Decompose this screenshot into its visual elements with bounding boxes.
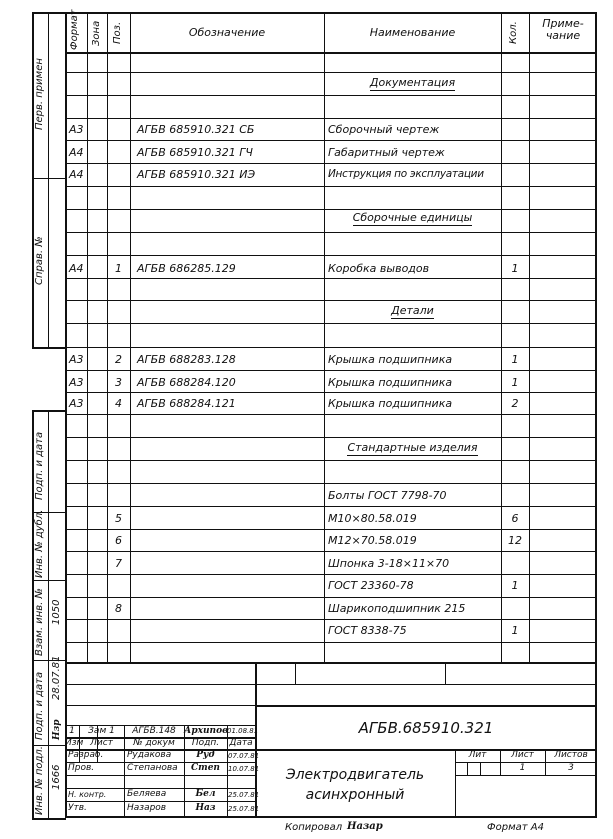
row-pos: 4 (115, 397, 122, 410)
row-name: Сборочный чертеж (328, 123, 440, 136)
listov-label: Листов (554, 750, 588, 760)
row-qty: 1 (511, 376, 519, 389)
row-name: Болты ГОСТ 7798-70 (328, 489, 447, 502)
header-zone: Зона (91, 20, 102, 46)
change-doc: АГБВ.148 (132, 726, 176, 736)
row-designation: АГБВ 685910.321 ГЧ (137, 146, 253, 159)
side-label-inv-podl: Инв. № подл. (34, 746, 45, 815)
col-header-izm: Изм (65, 738, 84, 748)
section-standard: Стандартные изделия (347, 441, 478, 454)
row-name: М12×70.58.019 (328, 534, 417, 547)
row-format: А3 (69, 397, 84, 410)
format-label: Формат А4 (487, 822, 544, 833)
row-qty: 1 (511, 353, 519, 366)
row-pos: 8 (115, 602, 122, 615)
row-qty: 1 (511, 624, 519, 637)
row-format: А3 (69, 353, 84, 366)
side-label-vzam-inv: Взам. инв. № (34, 588, 45, 656)
row-name: ГОСТ 8338-75 (328, 624, 407, 637)
row-name: М10×80.58.019 (328, 512, 417, 525)
sign-date: 10.07.81 (228, 765, 260, 773)
col-line-designation (324, 12, 325, 662)
change-date: 01.08.81 (227, 727, 259, 735)
row-name: Крышка подшипника (328, 397, 453, 410)
person-name: Назаров (127, 803, 167, 813)
sign-date: 25.07.81 (228, 805, 260, 813)
side-vzam-inv-value: 1050 (51, 599, 62, 625)
person-name: Рудакова (127, 750, 172, 760)
row-name: Крышка подшипника (328, 353, 453, 366)
person-name: Беляева (127, 789, 167, 799)
col-line-format (87, 12, 88, 662)
col-line-name (501, 12, 502, 662)
section-assemblies: Сборочные единицы (352, 211, 473, 224)
col-header-podp: Подп. (191, 738, 220, 748)
change-signature: Архипов (184, 726, 228, 736)
row-pos: 3 (115, 376, 122, 389)
role-label: Утв. (68, 803, 87, 813)
side-podp-date-value: 28.07.81 (51, 655, 62, 700)
row-pos: 1 (115, 262, 122, 275)
section-documentation: Документация (369, 76, 456, 89)
row-format: А4 (69, 146, 84, 159)
product-name-line2: асинхронный (305, 787, 405, 803)
col-line-pos (130, 12, 131, 662)
row-name: Коробка выводов (328, 262, 430, 275)
role-label: Пров. (68, 763, 95, 773)
col-header-doc: № докум (133, 738, 175, 748)
row-name: ГОСТ 23360-78 (328, 579, 414, 592)
row-qty: 1 (511, 262, 519, 275)
row-designation: АГБВ 688284.121 (137, 397, 236, 410)
row-qty: 6 (511, 512, 519, 525)
row-pos: 2 (115, 353, 122, 366)
col-line-qty (529, 12, 530, 662)
sign-date: 07.07.81 (228, 752, 260, 760)
header-designation: Обозначение (188, 26, 266, 39)
side-label-perv-primen: Перв. примен (34, 58, 45, 130)
row-name: Крышка подшипника (328, 376, 453, 389)
copier-signature: Назар (347, 821, 383, 832)
header-pos: Поз. (112, 21, 123, 44)
row-designation: АГБВ 685910.321 ИЭ (137, 168, 256, 181)
row-pos: 7 (115, 557, 122, 570)
listov-value: 3 (568, 763, 574, 773)
person-signature: Степ (191, 763, 220, 773)
row-name: Инструкция по эксплуатации (328, 168, 484, 180)
header-note: Приме- чание (542, 17, 584, 42)
row-format: А3 (69, 376, 84, 389)
row-name: Габаритный чертеж (328, 146, 445, 159)
side-signature: Нзр (52, 719, 62, 740)
row-qty: 1 (511, 579, 519, 592)
header-qty: Кол. (508, 21, 519, 44)
row-qty: 2 (511, 397, 519, 410)
person-signature: Наз (195, 803, 216, 813)
change-izm: Зам 1 (88, 726, 115, 736)
row-name: Шпонка 3-18×11×70 (328, 557, 450, 570)
col-header-date: Дата (229, 738, 253, 748)
side-label-inv-dubl: Инв. № дубл. (34, 509, 45, 578)
side-label-podp-data-bottom: Подп. и дата (34, 671, 45, 740)
row-format: А4 (69, 262, 84, 275)
role-label: Н. контр. (68, 790, 107, 799)
row-format: А3 (69, 123, 84, 136)
copied-label: Копировал (285, 822, 343, 833)
sign-date: 25.07.81 (228, 791, 260, 799)
side-label-sprav: Справ. № (34, 236, 45, 285)
document-code: АГБВ.685910.321 (358, 719, 494, 737)
row-pos: 6 (115, 534, 122, 547)
row-name: Шарикоподшипник 215 (328, 602, 466, 615)
change-num: 1 (69, 726, 75, 736)
row-pos: 5 (115, 512, 122, 525)
row-designation: АГБВ 688284.120 (137, 376, 236, 389)
side-label-podp-data: Подп. и дата (34, 431, 45, 500)
row-qty: 12 (508, 534, 522, 547)
row-format: А4 (69, 168, 84, 181)
side-strip-inner-bottom (48, 410, 49, 818)
lit-label: Лит (468, 750, 487, 760)
side-strip-inner-top (48, 12, 49, 347)
row-designation: АГБВ 688283.128 (137, 353, 236, 366)
person-signature: Бел (195, 789, 216, 799)
person-name: Степанова (127, 763, 178, 773)
section-parts: Детали (391, 304, 434, 317)
side-inv-podl-value: 1666 (51, 764, 62, 790)
list-value: 1 (519, 763, 526, 773)
row-designation: АГБВ 685910.321 СБ (137, 123, 255, 136)
list-label: Лист (511, 750, 534, 760)
col-header-list: Лист (90, 738, 113, 748)
role-label: Разраб. (68, 750, 104, 760)
product-name-line1: Электродвигатель (285, 767, 425, 783)
header-name: Наименование (369, 26, 456, 39)
row-designation: АГБВ 686285.129 (137, 262, 236, 275)
person-signature: Руд (196, 750, 215, 760)
header-format: Формат (69, 9, 80, 50)
